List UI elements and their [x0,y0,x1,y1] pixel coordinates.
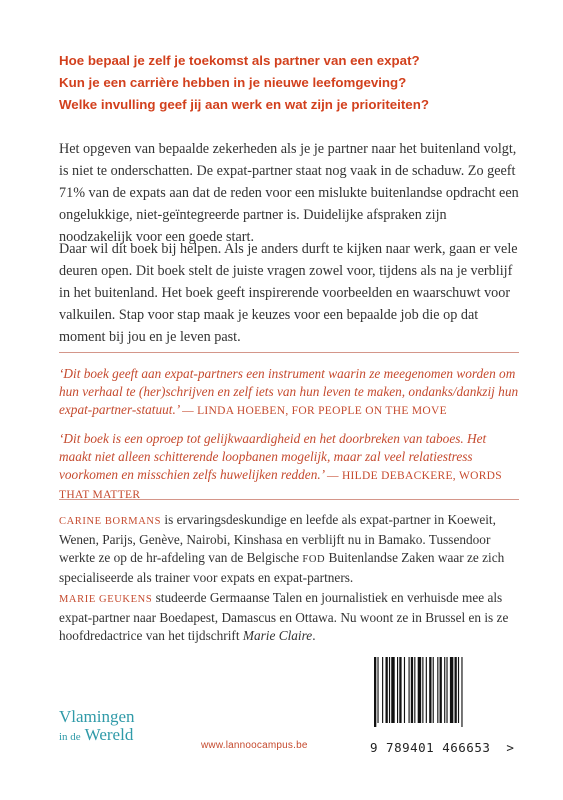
barcode-bar [404,657,405,723]
author-name: CARINE BORMANS [59,516,162,527]
isbn-arrow: > [506,740,515,755]
barcode-bar [418,657,421,723]
barcode-bar [389,657,390,723]
cover-questions [59,50,529,116]
bio-text-end: Buitenlandse Zaken waar ze zich specialiseerde als trainer voor expats en expat-partners. [59,550,505,585]
barcode-bar [377,657,378,723]
bio-end: . [312,628,316,643]
endorsement-quote-1 [59,365,519,420]
isbn-number [370,740,514,755]
barcode-bar [429,657,431,723]
bio-text: is ervaringsdeskundige en leefde als expat-partner in Koeweit, Wenen, Parijs, Genève, Nairobi, Kinshasa en verblijft nu in Bamako. Tussendoor werkte ze op de hr-afdeling van de Belgische [59,512,496,565]
question-2: Kun je een carrière hebben in je nieuwe leefomgeving? [59,75,407,90]
barcode-bar [446,657,447,723]
author-bio-1 [59,511,519,587]
bio-abbreviation: FOD [302,554,326,565]
quote-attribution: — LINDA HOEBEN, FOR PEOPLE ON THE MOVE [182,405,447,417]
barcode-bar [409,657,410,723]
question-1: Hoe bepaal je zelf je toekomst als partner van een expat? [59,53,420,68]
barcode-bar [450,657,453,723]
author-name: MARIE GEUKENS [59,594,153,605]
logo-small-text: in de [59,731,81,743]
question-3: Welke invulling geef jij aan werk en wat zijn je prioriteiten? [59,97,429,112]
logo-line-2 [59,726,135,746]
logo-line-1: Vlamingen [59,707,135,726]
barcode-bar [433,657,434,723]
quote-attribution: — HILDE DEBACKERE, WORDS THAT MATTER [59,470,502,501]
barcode-bar [374,657,376,727]
bio-text: studeerde Germaanse Talen en journalistiek en verhuisde mee als expat-partner naar Boedapest, Damascus en Ottawa. Nu woont ze in Brussel en is ze hoofdredactrice van het tijdschrift [59,590,509,643]
intro-paragraph: Het opgeven van bepaalde zekerheden als je je partner naar het buitenland volgt, is niet te onderschatten. De expat-partner staat nog vaak in de schaduw. Zo geeft 71% van de expats aan dat de reden voor een mislukte buitenlandse opdracht een ongelukkige, niet-geïntegreerde partner is. Duidelijke afspraken zijn noodzakelijk voor een goede start. [59,141,519,245]
barcode-bar [426,657,427,723]
barcode-bar [399,657,401,723]
barcode-bar [422,657,423,723]
barcode-bar [411,657,413,723]
publisher-series-logo [59,708,135,746]
logo-word: Wereld [84,725,134,744]
divider-top [59,352,519,353]
barcode-bar [440,657,442,723]
author-bio-2 [59,589,519,645]
divider-bottom [59,499,519,500]
isbn-barcode [372,657,498,727]
purpose-paragraph: Daar wil dit boek bij helpen. Als je anders durft te kijken naar werk, gaan er vele deuren open. Dit boek stelt de juiste vragen zowel voor, tijdens als na je verblijf in het buitenland. Het boek geeft inspirerende voorbeelden en waarschuwt voor valkuilen. Stap voor stap maak je keuzes voor een bepaalde job die op dat moment bij jou en je leven past. [59,241,518,345]
barcode-bar [461,657,462,727]
barcode-bar [391,657,394,723]
isbn-digits: 9 789401 466653 [370,740,491,755]
barcode-bar [455,657,457,723]
quote-text: ‘Dit boek is een oproep tot gelijkwaardigheid en het doorbreken van taboes. Het maakt niet alleen schitterende loopbanen mogelijk, maar zal veel relatiestress voorkomen en misschien zelfs huwelijken redden.’ [59,431,487,482]
publisher-url: www.lannoocampus.be [201,740,308,751]
barcode-bar [414,657,415,723]
endorsement-quote-2 [59,430,519,504]
barcode-bar [437,657,438,723]
barcode-bar [382,657,383,723]
magazine-title: Marie Claire [242,628,313,643]
barcode-bar [397,657,398,723]
barcode-bar [444,657,445,723]
barcode-bar [386,657,388,723]
quote-text: ‘Dit boek geeft aan expat-partners een instrument waarin ze meegenomen worden om hun verhaal te (her)schrijven en zelf iets van hun leven te maken, ondanks/dankzij hun expat-partner-statuut.’ [59,366,519,417]
barcode-bar [458,657,459,723]
